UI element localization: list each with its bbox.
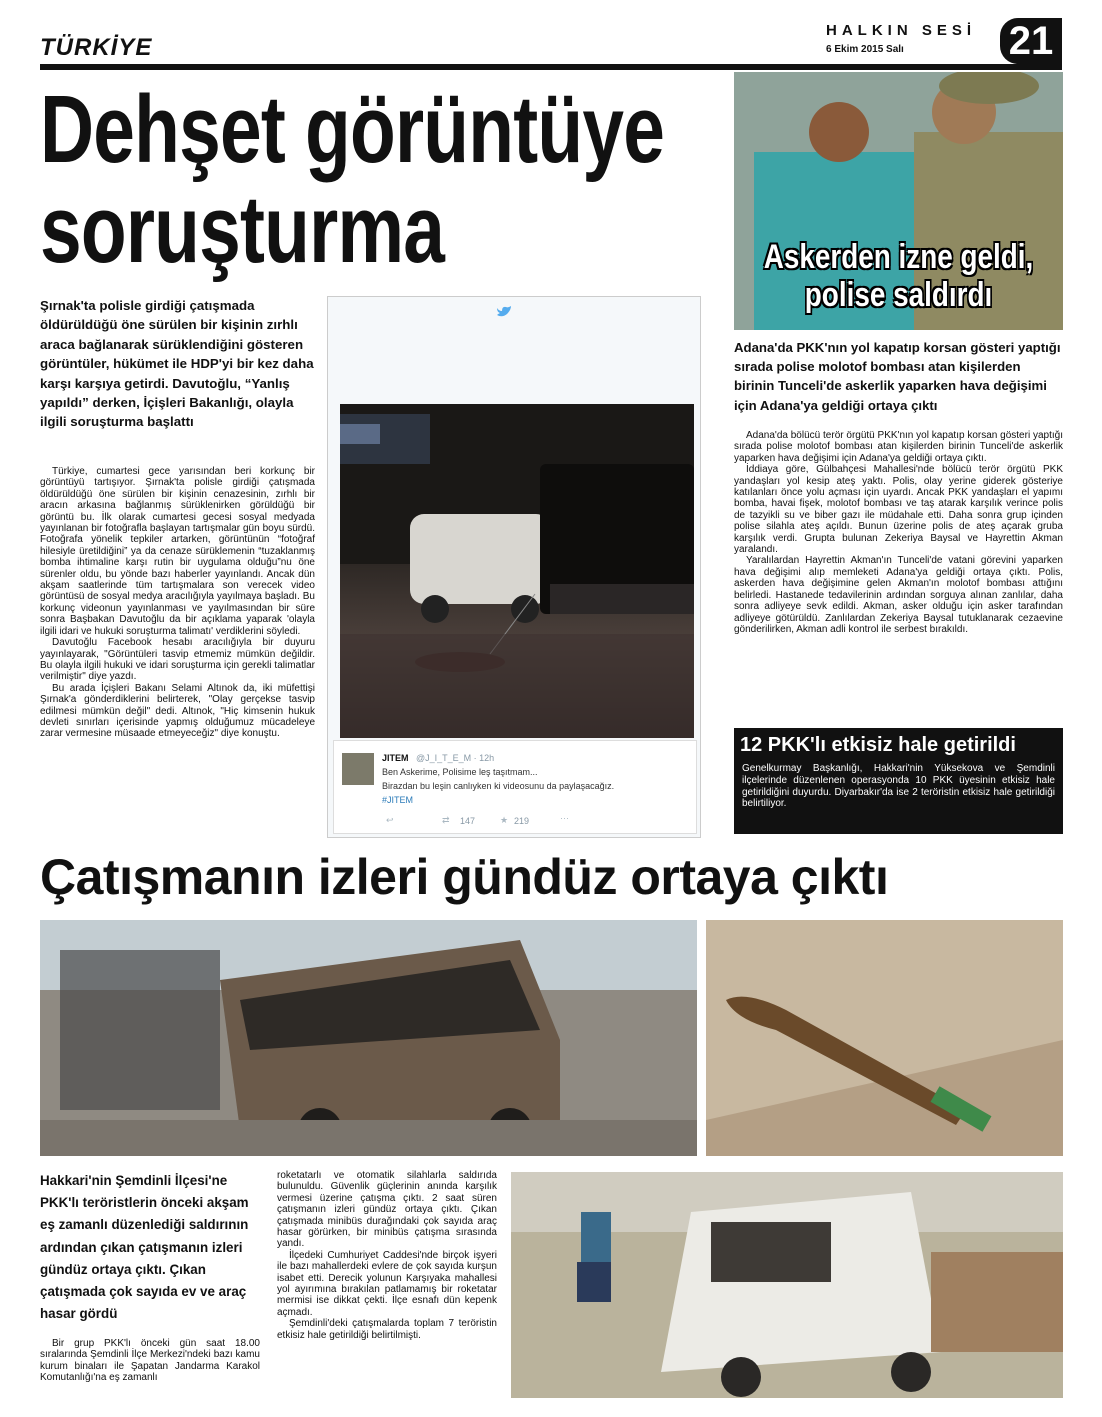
reply-icon: ↩ <box>386 815 394 825</box>
second-lead: Hakkari'nin Şemdinli İlçesi'ne PKK'lı teröristlerin önceki akşam eş zamanlı düzenlediği saldırının ardından çıkan çatışmanın izleri gündüz ortaya çıktı. Çıkan çatışmada çok sayıda ev ve araç hasar gördü <box>40 1173 249 1322</box>
tweet-line-1: Ben Askerime, Polisime leş taşıtmam... <box>382 767 538 777</box>
tweet-handle: @J_I_T_E_M · 12h <box>416 753 495 763</box>
main-body-paragraph: Türkiye, cumartesi gece yarısından beri korkunç bir görüntüyü tartışıyor. Şırnak'ta polisle girdiği çatışmada öldürüldüğü öne sürülen bir kişinin cenazesinin, zırhlı bir aracın arkasına bağlanmış sürüklenirken görüldüğü bir görüntü bu. İlk olarak cumartesi gecesi sosyal medyada yayınlanan bir fotoğrafla başlayan tartışmalar gün boyu sürdü. Fotoğrafa yönelik tepkiler artarken, görüntünün “fotoğraf hilesiyle üretildiğini” ya da cenaze sürüklemenin “tuzaklanmış bomba ihtimaline karşı rutin bir uygulama olduğu”nu öne sürenler oldu, bu yönde bazı haberler yayınlandı. Ancak dün akşam saatlerinde tüm tartışmalara son verecek video görüntüsü de sosyal medya aracılığıyla yayılmaya başladı. Bu korkunç videonun yayınlanması ve yayılmasından bir süre sonra Başbakan Davutoğlu da bir açıklama yaparak 'olayla ilgili idari ve hukuki soruşturma talimatı' verdiklerini söyledi. <box>40 466 315 637</box>
burned-minibus-photo <box>40 920 697 1156</box>
main-body-paragraph: Bu arada İçişleri Bakanı Selami Altınok da, iki müfettişi Şırnak'a gönderdiklerini belirterek, "Olay gerçekse tasvip edilmesi mümkün değil" dedi. Altınok, "Hiç kimsenin hukuk devleti sınırları içerisinde yapmış olduğumuz mücadeleye zarar vermesine müsaade etmeyeceğiz" diye konuştu. <box>40 682 315 740</box>
second-body-paragraph: İlçedeki Cumhuriyet Caddesi'nde birçok işyeri ile bazı mahallerdeki evlere de çok sayıda kurşun isabet etti. Derecik yolunun Karşıyaka mahallesi yol ayırımına bırakılan patlamamış bir roketatar mermisi ise dikkat çekti. İlçe esnafı dün kepenk açmadı. <box>277 1249 497 1318</box>
section-title: TÜRKİYE <box>40 34 153 61</box>
rocket-shell-photo <box>706 920 1063 1156</box>
main-body-paragraph: Davutoğlu Facebook hesabı aracılığıyla bir duyuru yayınlayarak, "Görüntüleri tasvip etmemiz mümkün değildir. Bu olayla ilgili hukuki ve idari soruşturma için gerekli talimatlar verilmiştir" diye yazdı. <box>40 637 315 683</box>
twitter-bird-icon <box>496 305 512 319</box>
news-brief-text: Genelkurmay Başkanlığı, Hakkari'nin Yüksekova ve Şemdinli ilçelerinde düzenlenen operasyonda 10 PKK üyesinin etkisiz hale getirildiğini duyurdu. Diyarbakır'da ise 2 teröristin etkisiz hale getirildiği belirtiliyor. <box>742 763 1055 810</box>
side-title-line-1: Askerden izne geldi, <box>763 238 1034 276</box>
second-body-paragraph: roketatarlı ve otomatik silahlarla saldırıda bulunuldu. Güvenlik güçlerinin anında karşılık vermesi üzerine çatışma çıktı. 2 saat süren çatışmanın izleri gündüz ortaya çıktı. Çıkan çatışmada minibüs durağındaki çok sayıda araç hasar görürken, bir minibüs çatışma sırasında yandı. <box>277 1170 497 1250</box>
side-body-paragraph: Yaralılardan Hayrettin Akman'ın Tunceli'de vatani görevini yaparken hava değişimi alıp memleketi Adana'ya geldiği ortaya çıktı. Polis, askerden hava değişimine gelen Akman'ın molotof bombası attığını belirledi. Hastanede tedavilerinin ardından sorguya alınan zanlılar, daha sonra adliyeye sevk edildi. Akman, asker olduğu için asker tarafından adliyeye götürüldü. Zanlılardan Zekeriya Baysal tutuklanarak cezaevine gönderilirken, Akman adli kontrol ile serbest bırakıldı. <box>734 555 1063 635</box>
main-body <box>40 466 315 740</box>
side-body-paragraph: İddiaya göre, Gülbahçesi Mahallesi'nde bölücü terör örgütü PKK yandaşları yol kesip ateş yaktı. Polis, olay yerine giderek gösteriye katılanları önce yolu açması için uyardı. Ancak PKK yandaşları el yapımı bomba, havai fişek, molotof bombası ve taş atarak karşılık verince polis de tazyikli su ve biber gazı ile müdahale etti. Daha sonra grup içinden polise silahla ateş açıldı. Bunun üzerine polis de ateş açarak gruba karşılık verdi. Grupta bulunan Zekeriya Baysal ve Hayrettin Akman yaralandı. <box>734 464 1063 556</box>
tweet-line-2: Birazdan bu leşin canlıyken ki videosunu da paylaşacağız. <box>382 781 615 791</box>
second-headline: Çatışmanın izleri gündüz ortaya çıktı <box>40 849 889 905</box>
side-title-line-2: polise saldırdı <box>804 276 993 314</box>
news-brief-title: 12 PKK'lı etkisiz hale getirildi <box>740 734 1016 756</box>
second-body-right <box>277 1170 497 1341</box>
retweet-icon: ⇄ <box>442 815 450 825</box>
second-body-left <box>40 1338 260 1384</box>
side-story-lead: Adana'da PKK'nın yol kapatıp korsan gösteri yaptığı sırada polise molotof bombası atan kişilerden birinin Tunceli'de askerlik yaparken hava değişimi için Adana'ya geldiği ortaya çıktı <box>734 340 1061 413</box>
header-rule <box>40 64 1062 70</box>
side-story-title <box>764 238 1034 314</box>
tweet-hashtag: #JITEM <box>382 795 414 805</box>
tweet-avatar <box>342 753 374 785</box>
main-headline <box>40 76 665 283</box>
issue-date: 6 Ekim 2015 Salı <box>826 44 904 55</box>
tweet-user: JITEM <box>382 753 409 763</box>
news-brief-box <box>734 728 1063 834</box>
rocket-shell-illustration <box>706 920 1063 1156</box>
side-body-paragraph: Adana'da bölücü terör örgütü PKK'nın yol kapatıp korsan gösteri yaptığı sırada polise molotof bombası atan kişilerden birinin Tunceli'de askerlik yaparken hava değişimi için Adana'ya geldiği ortaya çıktı. <box>734 430 1063 464</box>
side-story-body <box>734 430 1063 635</box>
headline-line-1: Dehşet görüntüye <box>40 76 665 183</box>
tweet-box <box>333 740 697 834</box>
damaged-van-photo <box>511 1172 1063 1398</box>
headline-line-2: soruşturma <box>40 176 445 283</box>
burned-minibus-illustration <box>40 920 697 1156</box>
like-icon: ★ <box>500 815 509 825</box>
main-lead: Şırnak'ta polisle girdiği çatışmada öldürüldüğü öne sürülen bir kişinin zırhlı araca bağlanarak sürüklendiğini gösteren görüntüler, hükümet ile HDP'yi bir kez daha karşı karşıya getirdi. Davutoğlu, “Yanlış yapıldı” derken, İçişleri Bakanlığı, olayla ilgili soruşturma başlattı <box>40 298 314 430</box>
armored-vehicle-photo <box>340 404 694 738</box>
second-body-paragraph: Şemdinli'deki çatışmalarda toplam 7 teröristin etkisiz hale getirildiği belirtilmişti. <box>277 1318 497 1341</box>
second-body-paragraph: Bir grup PKK'lı önceki gün saat 18.00 sıralarında Şemdinli İlçe Merkezi'ndeki bazı kamu kurum binaları ile Şapatan Jandarma Karakol Komutanlığı'na eş zamanlı <box>40 1338 260 1384</box>
damaged-van-illustration <box>511 1172 1063 1398</box>
like-count: 219 <box>514 816 530 826</box>
tweet-photo <box>340 404 694 738</box>
page-number: 21 <box>1000 18 1062 64</box>
retweet-count: 147 <box>460 816 476 826</box>
more-icon: ··· <box>560 813 569 823</box>
newspaper-brand: HALKIN SESİ <box>826 22 977 39</box>
